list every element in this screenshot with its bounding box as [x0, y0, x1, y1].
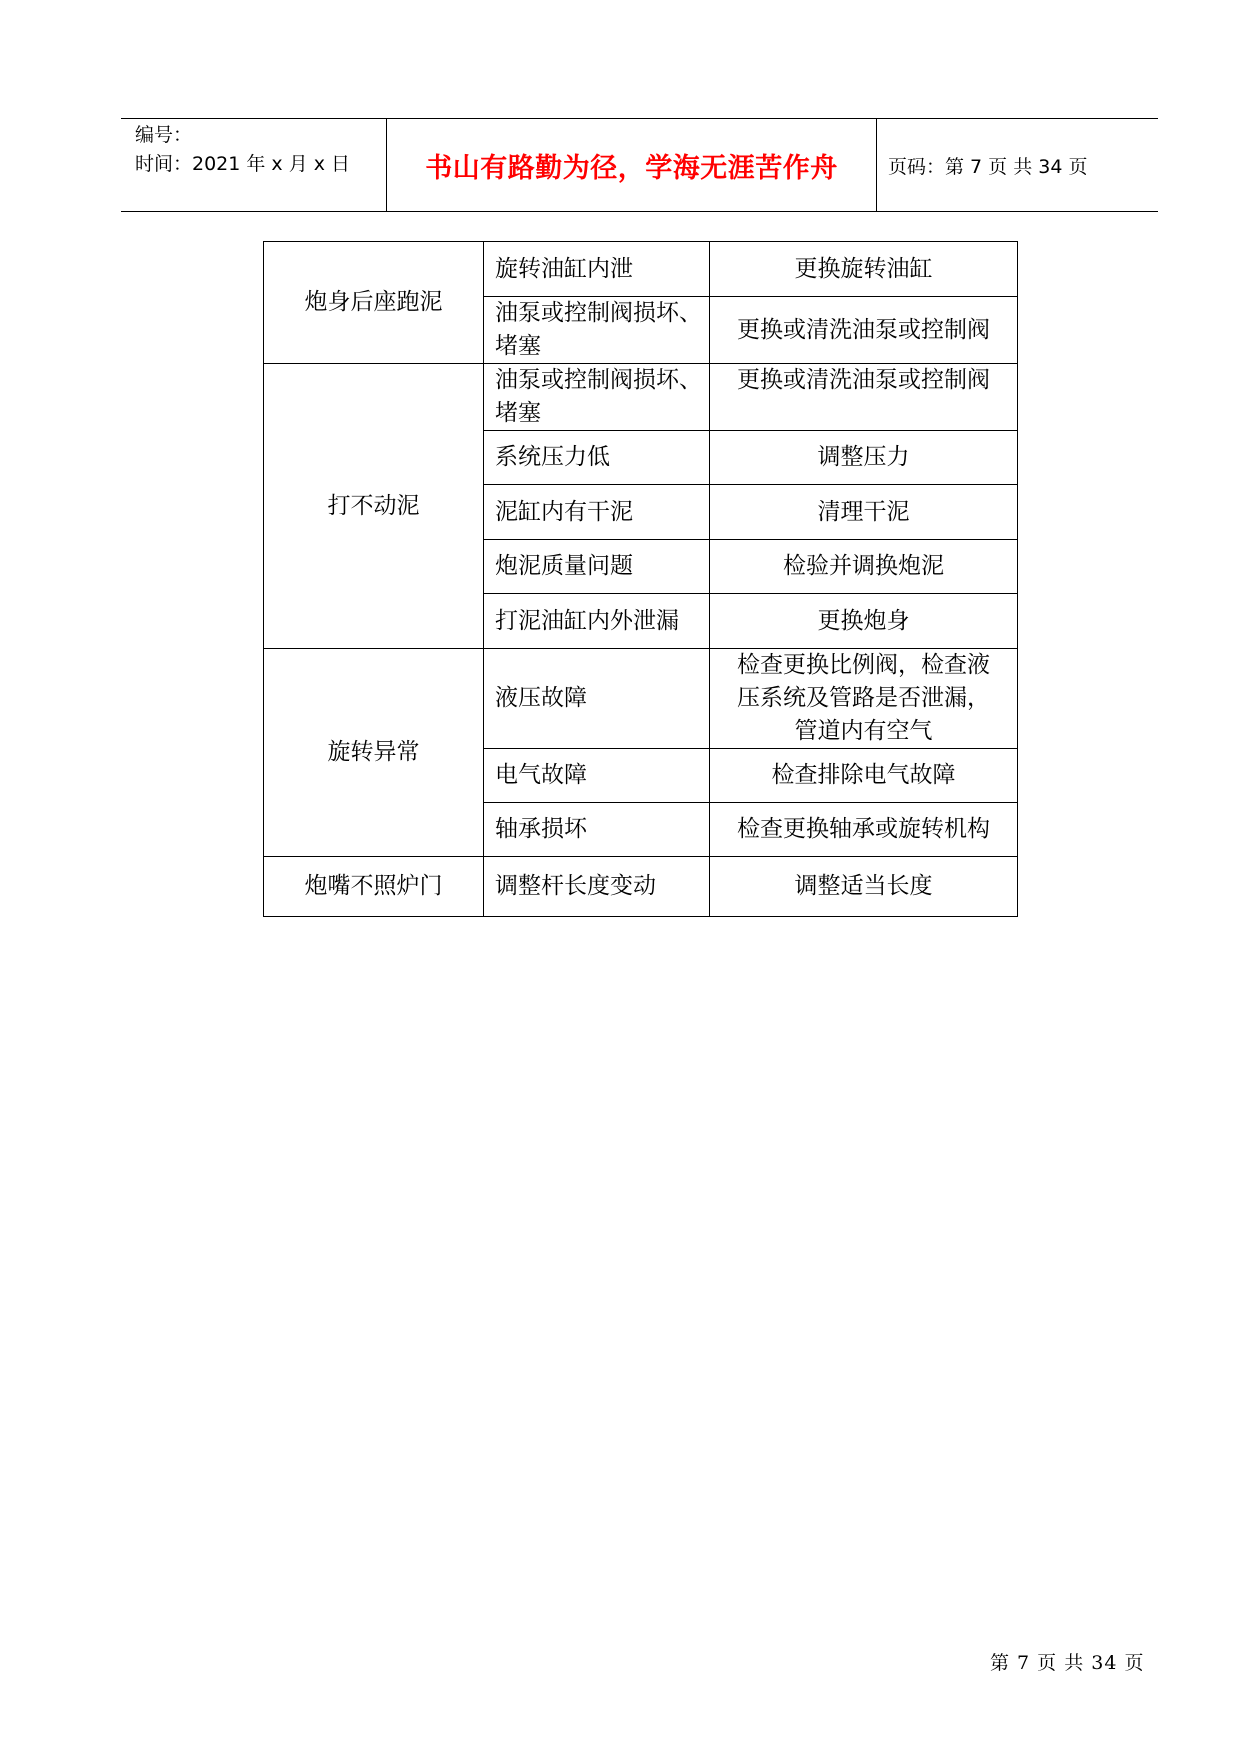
cause-cell: 炮泥质量问题	[484, 540, 710, 594]
remedy-cell: 调整适当长度	[710, 857, 1018, 917]
remedy-cell: 更换或清洗油泵或控制阀	[710, 297, 1018, 364]
remedy-cell: 更换旋转油缸	[710, 242, 1018, 297]
header-meta	[135, 121, 350, 179]
fault-cell: 炮身后座跑泥	[264, 242, 484, 364]
cause-cell: 调整杆长度变动	[484, 857, 710, 917]
remedy-cell: 更换或清洗油泵或控制阀	[710, 364, 1018, 431]
cause-cell: 旋转油缸内泄	[484, 242, 710, 297]
header-divider	[876, 119, 877, 211]
fault-cell: 旋转异常	[264, 649, 484, 857]
fault-cell: 炮嘴不照炉门	[264, 857, 484, 917]
fault-table	[263, 241, 1018, 917]
cause-cell: 打泥油缸内外泄漏	[484, 594, 710, 649]
remedy-cell: 检查排除电气故障	[710, 749, 1018, 803]
table-row	[264, 364, 1018, 431]
remedy-cell: 清理干泥	[710, 485, 1018, 540]
remedy-cell: 检验并调换炮泥	[710, 540, 1018, 594]
cause-cell: 液压故障	[484, 649, 710, 749]
remedy-cell: 更换炮身	[710, 594, 1018, 649]
cause-cell: 油泵或控制阀损坏、堵塞	[484, 364, 710, 431]
fault-cell: 打不动泥	[264, 364, 484, 649]
cause-cell: 油泵或控制阀损坏、堵塞	[484, 297, 710, 364]
page-footer: 第 7 页 共 34 页	[990, 1652, 1145, 1674]
table-row	[264, 649, 1018, 749]
document-number-label: 编号：	[135, 124, 193, 146]
remedy-cell: 检查更换比例阀，检查液压系统及管路是否泄漏，管道内有空气	[710, 649, 1018, 749]
page-header	[121, 118, 1158, 212]
table-row	[264, 242, 1018, 297]
table-row	[264, 857, 1018, 917]
header-motto: 书山有路勤为径，学海无涯苦作舟	[425, 152, 838, 184]
cause-cell: 泥缸内有干泥	[484, 485, 710, 540]
remedy-cell: 检查更换轴承或旋转机构	[710, 803, 1018, 857]
cause-cell: 电气故障	[484, 749, 710, 803]
header-page-info: 页码：第 7 页 共 34 页	[888, 155, 1088, 178]
cause-cell: 系统压力低	[484, 431, 710, 485]
remedy-cell: 调整压力	[710, 431, 1018, 485]
cause-cell: 轴承损坏	[484, 803, 710, 857]
document-time-label: 时间：2021 年 x 月 x 日	[135, 153, 351, 175]
